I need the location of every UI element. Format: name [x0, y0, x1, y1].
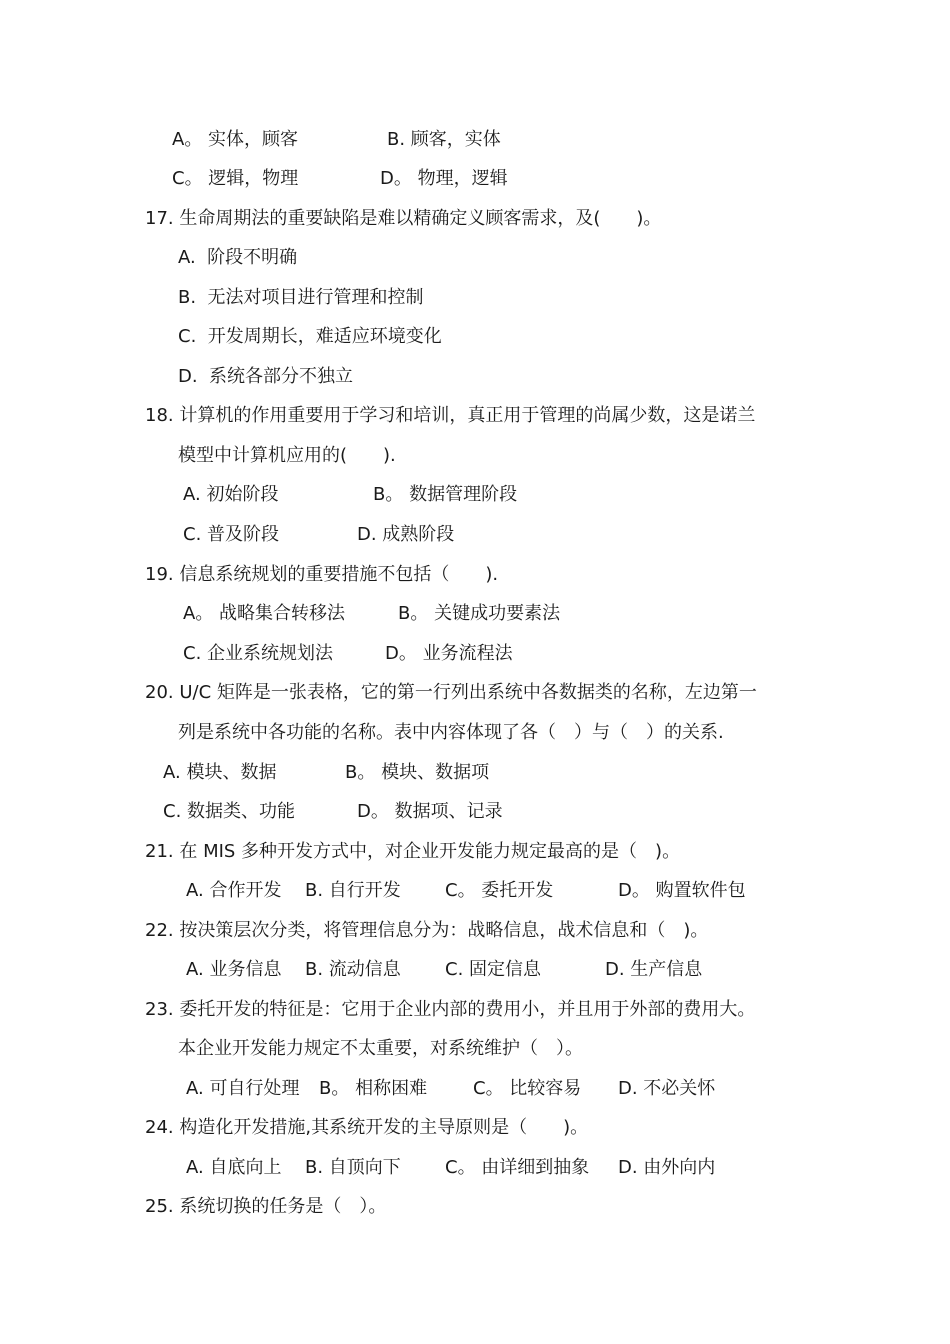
- answer-option: A. 自底向上: [186, 1157, 282, 1178]
- answer-option: D. 系统各部分不独立: [178, 366, 354, 387]
- answer-option: C. 数据类、功能: [163, 801, 296, 822]
- answer-option: D。 数据项、记录: [357, 801, 503, 822]
- answer-option: B. 无法对项目进行管理和控制: [178, 287, 424, 308]
- question-text: 18. 计算机的作用重要用于学习和培训，真正用于管理的尚属少数，这是诺兰: [145, 405, 756, 426]
- question-text: 24. 构造化开发措施,其系统开发的主导原则是（ )。: [145, 1117, 589, 1138]
- question-text: 19. 信息系统规划的重要措施不包括（ ).: [145, 564, 499, 585]
- question-text: 模型中计算机应用的( ).: [178, 445, 396, 466]
- answer-option: B。 相称困难: [319, 1078, 428, 1099]
- answer-option: B。 关键成功要素法: [398, 603, 561, 624]
- answer-option: D. 由外向内: [618, 1157, 716, 1178]
- answer-option: C。 委托开发: [445, 880, 554, 901]
- question-text: 20. U/C 矩阵是一张表格，它的第一行列出系统中各数据类的名称，左边第一: [145, 682, 757, 703]
- question-text: 22. 按决策层次分类，将管理信息分为：战略信息，战术信息和（ )。: [145, 920, 709, 941]
- answer-option: A. 初始阶段: [183, 484, 279, 505]
- answer-option: B. 流动信息: [305, 959, 401, 980]
- answer-option: D。 物理，逻辑: [380, 168, 508, 189]
- question-text: 25. 系统切换的任务是（ ）。: [145, 1196, 387, 1217]
- question-text: 本企业开发能力规定不太重要，对系统维护（ ）。: [178, 1038, 583, 1059]
- answer-option: B. 顾客，实体: [387, 129, 501, 150]
- answer-option: A. 合作开发: [186, 880, 282, 901]
- answer-option: D. 不必关怀: [618, 1078, 716, 1099]
- question-text: 21. 在 MIS 多种开发方式中，对企业开发能力规定最高的是（ )。: [145, 841, 681, 862]
- question-text: 列是系统中各功能的名称。表中内容体现了各（ ）与（ ）的关系.: [178, 722, 724, 743]
- answer-option: A. 模块、数据: [163, 762, 277, 783]
- answer-option: A。 战略集合转移法: [183, 603, 346, 624]
- answer-option: A。 实体，顾客: [172, 129, 299, 150]
- answer-option: B。 数据管理阶段: [373, 484, 518, 505]
- answer-option: A. 业务信息: [186, 959, 282, 980]
- answer-option: B. 自顶向下: [305, 1157, 401, 1178]
- question-text: 17. 生命周期法的重要缺陷是难以精确定义顾客需求，及( )。: [145, 208, 662, 229]
- answer-option: C。 逻辑，物理: [172, 168, 299, 189]
- answer-option: C. 普及阶段: [183, 524, 280, 545]
- answer-option: C. 企业系统规划法: [183, 643, 334, 664]
- answer-option: C。 比较容易: [473, 1078, 582, 1099]
- answer-option: A. 可自行处理: [186, 1078, 300, 1099]
- question-text: 23. 委托开发的特征是：它用于企业内部的费用小，并且用于外部的费用大。: [145, 999, 756, 1020]
- answer-option: D。 业务流程法: [385, 643, 513, 664]
- answer-option: C. 固定信息: [445, 959, 542, 980]
- answer-option: B。 模块、数据项: [345, 762, 490, 783]
- answer-option: D。 购置软件包: [618, 880, 746, 901]
- answer-option: C. 开发周期长，难适应环境变化: [178, 326, 442, 347]
- answer-option: A. 阶段不明确: [178, 247, 298, 268]
- answer-option: C。 由详细到抽象: [445, 1157, 590, 1178]
- answer-option: D. 成熟阶段: [357, 524, 455, 545]
- answer-option: D. 生产信息: [605, 959, 703, 980]
- answer-option: B. 自行开发: [305, 880, 401, 901]
